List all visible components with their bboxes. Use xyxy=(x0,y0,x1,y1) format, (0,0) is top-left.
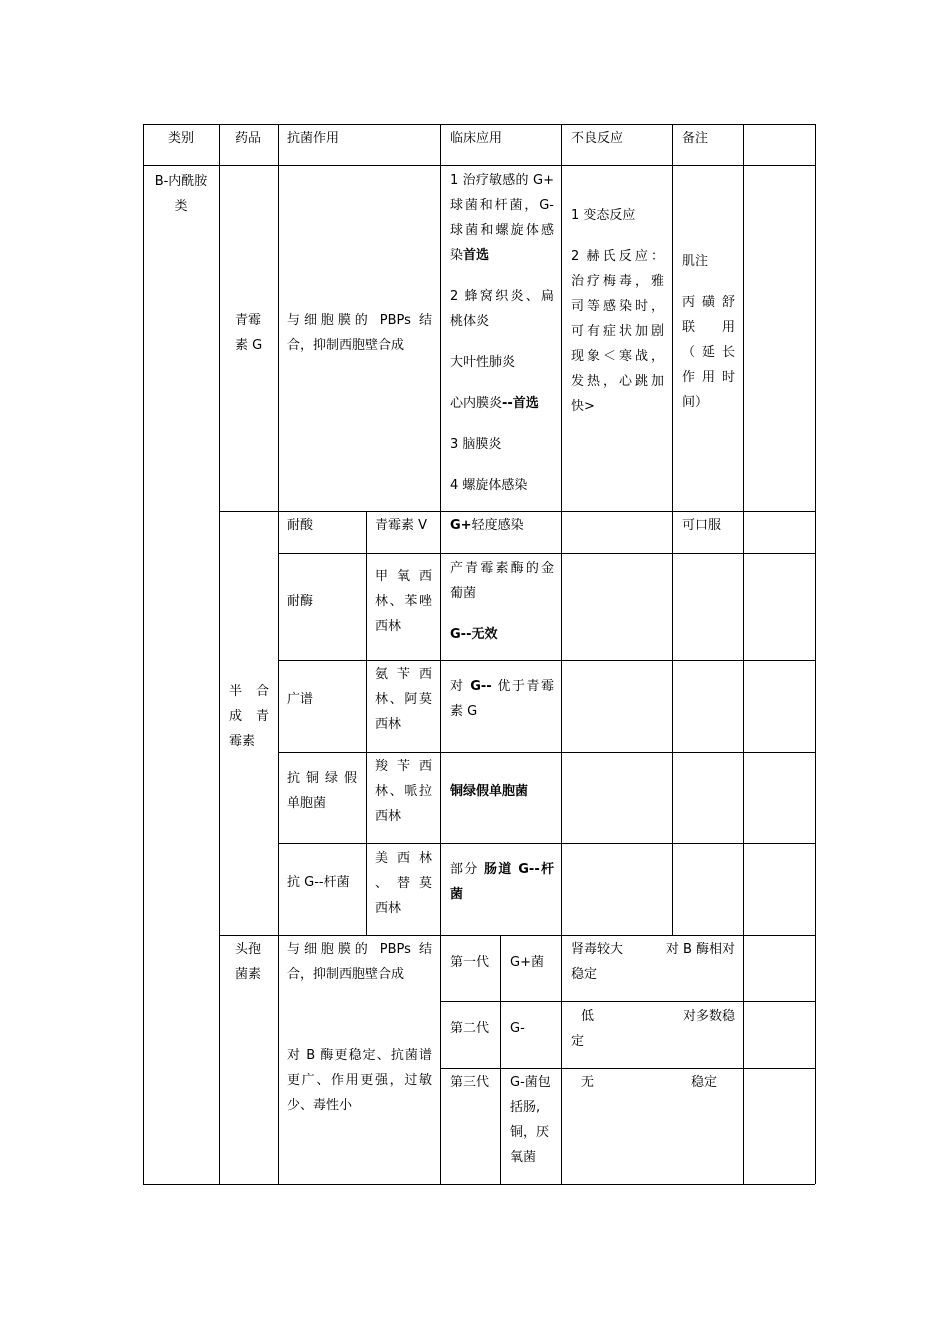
penicillin-g-action: 与细胞膜的 PBPs 结 合，抑制西胞壁合成 xyxy=(287,313,432,353)
semi-row-enzyme-type: 耐酶 xyxy=(287,594,314,609)
gen1-label: 第一代 xyxy=(450,955,490,970)
gen1-spectrum: G+菌 xyxy=(510,955,544,970)
gen3-adverse: 无 稳定 xyxy=(581,1075,717,1090)
semi-row-acid-drug: 青霉素 V xyxy=(375,518,428,533)
rule-semi-4 xyxy=(278,843,815,844)
rule-semi-1 xyxy=(278,553,815,554)
semi-row-gneg-clinical: 部分 肠道 G--杆 菌 xyxy=(450,862,554,902)
header-adverse: 不良反应 xyxy=(571,131,624,146)
semi-row-enzyme-drug: 甲氧西 林、苯唑 西林 xyxy=(375,569,432,634)
header-drug: 药品 xyxy=(235,131,262,146)
semi-synthetic-label: 半 合 成 青 霉素 xyxy=(229,684,269,749)
semi-row-enzyme-clinical: 产青霉素酶的金 葡菌 G--无效 xyxy=(450,561,554,642)
semi-row-acid-type: 耐酸 xyxy=(287,518,314,533)
cephalosporin-label: 头孢 菌素 xyxy=(235,942,262,982)
rule-gen-1 xyxy=(440,1001,815,1002)
penicillin-g-drug: 青霉 素 G xyxy=(235,313,263,353)
header-note: 备注 xyxy=(682,131,709,146)
header-category: 类别 xyxy=(167,131,194,146)
gen2-adverse: 低 对多数稳 定 xyxy=(571,1009,735,1049)
semi-row-broad-type: 广谱 xyxy=(287,692,314,707)
semi-row-acid-note: 可口服 xyxy=(682,518,722,533)
penicillin-g-adverse: 1 变态反应 2 赫氏反应： 治疗梅毒，雅 司等感染时， 可有症状加剧 现象＜寒战， 发热，心跳加 快> xyxy=(571,208,664,414)
cephalosporin-action-detail: 对 B 酶更稳定、抗菌谱 更广、作用更强，过敏 少、毒性小 xyxy=(287,1048,432,1113)
penicillin-g-note: 肌注 丙磺舒 联 用 （延长 作用时 间） xyxy=(682,254,735,410)
rule-gen-2 xyxy=(440,1068,815,1069)
semi-row-pseudomonas-clinical: 铜绿假单胞菌 xyxy=(450,784,529,799)
gen1-adverse: 肾毒较大 对 B 酶相对 稳定 xyxy=(571,942,735,982)
penicillin-g-clinical: 1 治疗敏感的 G+ 球菌和杆菌，G- 球菌和螺旋体感 染首选 2 蜂窝织炎、扁 桃体炎 大叶性肺炎 心内膜炎--首选 3 脑膜炎 4 螺旋体感染 xyxy=(450,173,554,493)
rule-penicillin-bottom xyxy=(219,511,815,512)
header-clinical: 临床应用 xyxy=(450,131,503,146)
rule-col-4 xyxy=(561,124,562,1184)
semi-row-acid-clinical: G+轻度感染 xyxy=(450,518,524,533)
semi-row-gneg-drug: 美西林 、替莫 西林 xyxy=(375,851,432,916)
rule-col-2 xyxy=(278,124,279,1184)
semi-row-gneg-type: 抗 G--杆菌 xyxy=(287,875,350,890)
gen3-spectrum: G-菌包 括肠, 铜，厌 氧菌 xyxy=(510,1075,551,1165)
gen2-spectrum: G- xyxy=(510,1021,525,1036)
gen2-label: 第二代 xyxy=(450,1021,490,1036)
category-beta-lactam: B-内酰胺 类 xyxy=(154,174,208,214)
rule-col-6 xyxy=(743,124,744,1184)
semi-row-pseudomonas-drug: 羧苄西 林、哌拉 西林 xyxy=(375,759,432,824)
cephalosporin-action: 与细胞膜的 PBPs 结 合，抑制西胞壁合成 xyxy=(287,942,432,982)
rule-semi-3 xyxy=(278,752,815,753)
rule-col-1 xyxy=(219,124,220,1184)
rule-right xyxy=(815,124,816,1184)
rule-semi-type xyxy=(366,511,367,935)
header-action: 抗菌作用 xyxy=(287,131,340,146)
semi-row-pseudomonas-type: 抗铜绿假 单胞菌 xyxy=(287,771,357,811)
gen3-label: 第三代 xyxy=(450,1075,490,1090)
semi-row-broad-drug: 氨苄西 林、阿莫 西林 xyxy=(375,667,432,732)
rule-gen-spectrum xyxy=(500,935,501,1184)
rule-semi-2 xyxy=(278,660,815,661)
rule-left xyxy=(143,124,144,1184)
rule-col-5 xyxy=(672,124,673,935)
rule-col-3 xyxy=(440,124,441,1184)
rule-header-bottom xyxy=(143,165,815,166)
rule-bottom xyxy=(143,1184,815,1185)
semi-row-broad-clinical: 对 G-- 优于青霉 素 G xyxy=(450,679,554,719)
rule-semi-bottom xyxy=(219,935,815,936)
rule-top xyxy=(143,124,815,125)
